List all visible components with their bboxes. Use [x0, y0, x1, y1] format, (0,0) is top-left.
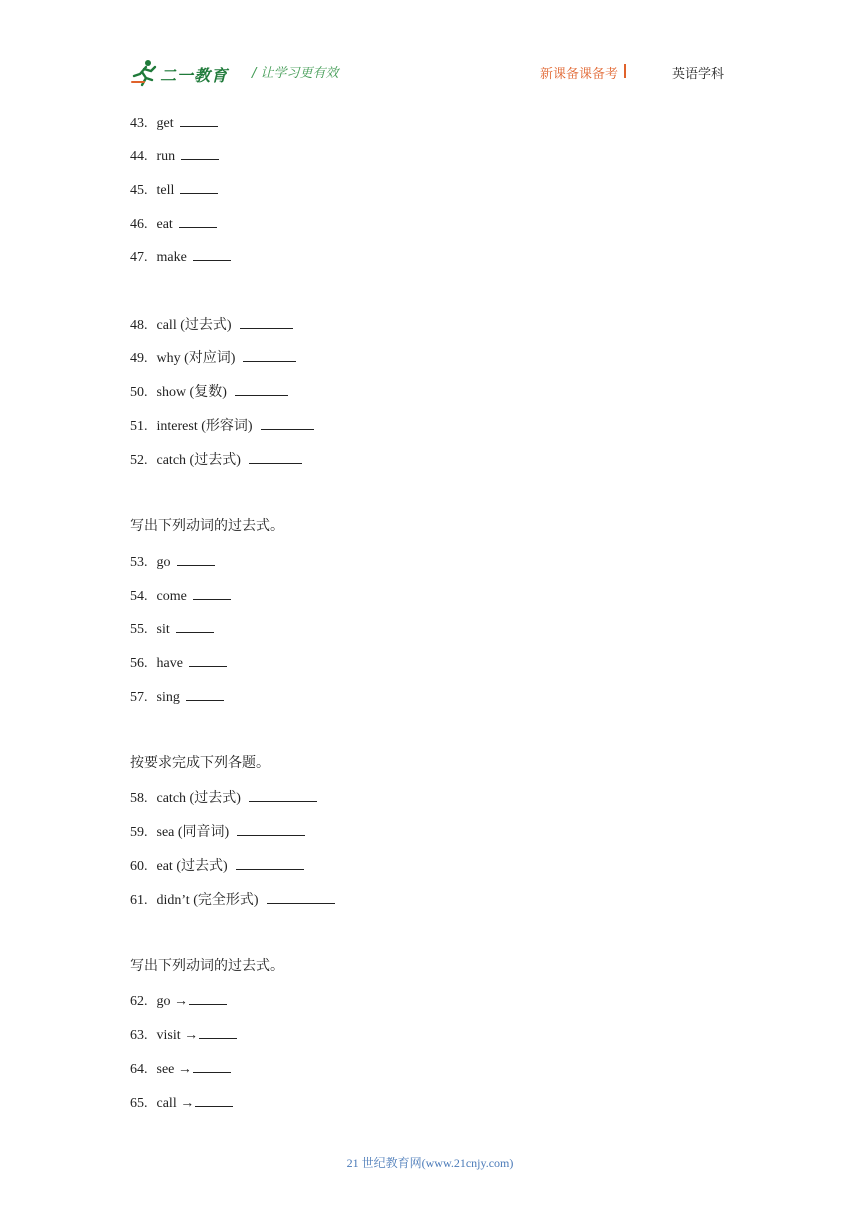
answer-blank[interactable]: [193, 1060, 231, 1073]
question-item: 48. call (过去式): [130, 316, 293, 335]
question-item: 65. call →: [130, 1094, 233, 1113]
question-item: 57. sing: [130, 688, 224, 707]
page-header: [130, 56, 730, 90]
question-item: 55. sit: [130, 620, 214, 639]
answer-blank[interactable]: [193, 587, 231, 600]
question-item: 44. run: [130, 147, 219, 166]
page-footer: 21 世纪教育网(www.21cnjy.com): [346, 1156, 514, 1170]
question-item: 53. go: [130, 553, 215, 572]
slogan: / 让学习更有效: [252, 66, 339, 81]
question-item: 52. catch (过去式): [130, 451, 302, 470]
answer-blank[interactable]: [249, 451, 302, 464]
question-item: 56. have: [130, 654, 227, 673]
answer-blank[interactable]: [199, 1026, 237, 1039]
header-divider: [624, 64, 626, 78]
answer-blank[interactable]: [179, 215, 217, 228]
question-item: 61. didn’t (完全形式): [130, 891, 335, 910]
answer-blank[interactable]: [177, 553, 215, 566]
logo: [130, 56, 240, 90]
answer-blank[interactable]: [267, 891, 335, 904]
answer-blank[interactable]: [181, 147, 219, 160]
answer-blank[interactable]: [186, 688, 224, 701]
subject-label: 英语学科: [671, 67, 724, 82]
question-item: 60. eat (过去式): [130, 857, 304, 876]
answer-blank[interactable]: [180, 114, 218, 127]
section-instruction: 写出下列动词的过去式。: [130, 959, 284, 974]
question-item: 59. sea (同音词): [130, 823, 305, 842]
question-item: 51. interest (形容词): [130, 417, 314, 436]
question-item: 50. show (复数): [130, 383, 288, 402]
question-item: 63. visit →: [130, 1026, 237, 1045]
answer-blank[interactable]: [189, 654, 227, 667]
section-instruction: 按要求完成下列各题。: [130, 756, 270, 771]
answer-blank[interactable]: [261, 417, 314, 430]
answer-blank[interactable]: [176, 620, 214, 633]
section-instruction: 写出下列动词的过去式。: [130, 519, 284, 534]
question-item: 45. tell: [130, 181, 218, 200]
answer-blank[interactable]: [195, 1094, 233, 1107]
answer-blank[interactable]: [249, 789, 317, 802]
question-item: 47. make: [130, 248, 231, 267]
answer-blank[interactable]: [236, 857, 304, 870]
question-item: 43. get: [130, 114, 218, 133]
question-item: 64. see →: [130, 1060, 231, 1079]
answer-blank[interactable]: [193, 248, 231, 261]
question-item: 58. catch (过去式): [130, 789, 317, 808]
answer-blank[interactable]: [243, 349, 296, 362]
exam-label: 新课备课备考: [539, 67, 618, 82]
answer-blank[interactable]: [240, 316, 293, 329]
runner-logo-icon: [130, 58, 160, 88]
question-item: 46. eat: [130, 215, 217, 234]
question-item: 62. go →: [130, 992, 227, 1011]
question-item: 49. why (对应词): [130, 349, 296, 368]
question-item: 54. come: [130, 587, 231, 606]
answer-blank[interactable]: [180, 181, 218, 194]
logo-text: 二一教育: [160, 66, 229, 85]
answer-blank[interactable]: [189, 992, 227, 1005]
answer-blank[interactable]: [235, 383, 288, 396]
answer-blank[interactable]: [237, 823, 305, 836]
